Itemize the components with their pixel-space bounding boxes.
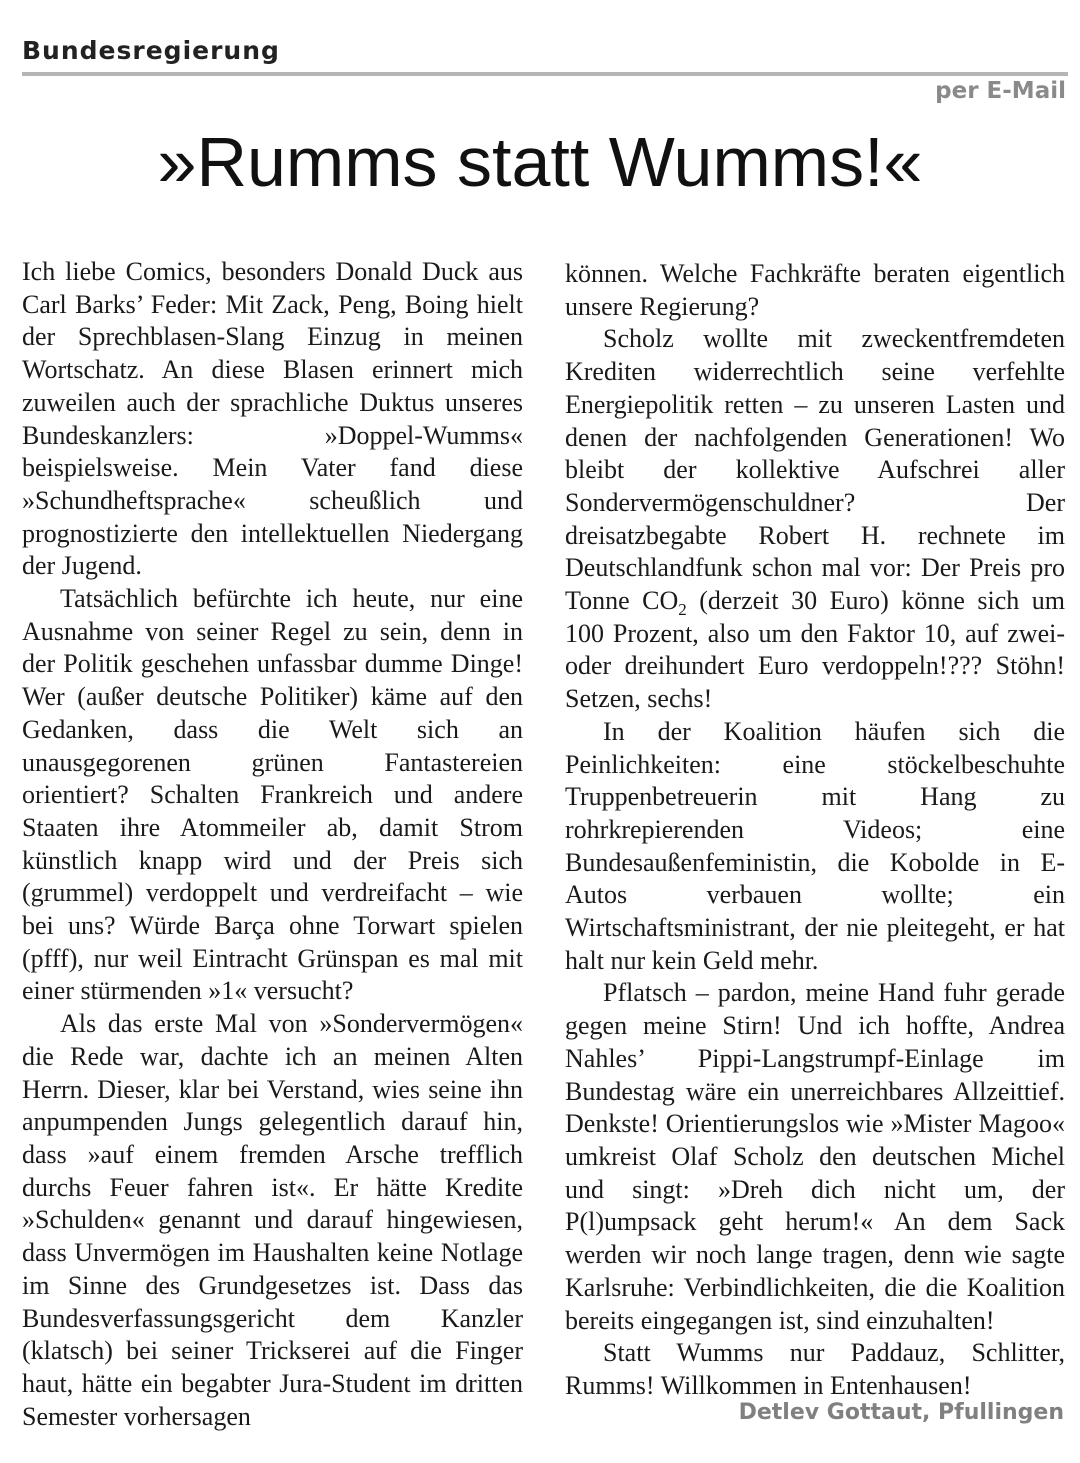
article-column-left: [22, 256, 523, 1433]
article-paragraph: In der Koalition häufen sich die Peinlichkeiten: eine stöckelbeschuhte Truppenbetreuerin mit Hang zu rohrkrepierenden Videos; eine Bundesaußenfeministin, die Kobolde in E-Autos verbauen wollte; ein Wirtschaftsministrant, der nie pleitegeht, er hat halt nur kein Geld mehr.: [565, 716, 1065, 975]
text-segment: (derzeit 30 Euro) könne sich um 100 Prozent, also um den Faktor 10, auf zwei- oder dreihundert Euro verdoppeln!??? Stöhn! Setzen, sechs!: [565, 586, 1065, 714]
article-column-right: [565, 258, 1065, 1403]
header-divider: [22, 72, 1068, 76]
article-paragraph: Als das erste Mal von »Sondervermögen« die Rede war, dachte ich an meinen Alten Herrn. Dieser, klar bei Verstand, wies seine ihn anpumpenden Jungs gelegentlich darauf hin, dass »auf einem fremden Arsche trefflich durchs Feuer fahren ist«. Er hätte Kredite »Schulden« genannt und darauf hingewiesen, dass Unvermögen im Haushalten keine Notlage im Sinne des Grundgesetzes ist. Dass das Bundesverfassungsgericht dem Kanzler (klatsch) bei seiner Trickserei auf die Finger haut, hätte ein begabter Jura-Student im dritten Semester vorhersagen: [22, 1009, 523, 1431]
article-paragraph: Statt Wumms nur Paddauz, Schlitter, Rumms! Willkommen in Entenhausen!: [565, 1338, 1065, 1400]
article-paragraph-continuation: können. Welche Fachkräfte beraten eigentlich unsere Regierung?: [565, 259, 1065, 321]
section-rubric: Bundesregierung: [22, 36, 280, 65]
article-paragraph: Tatsächlich befürchte ich heute, nur eine Ausnahme von seiner Regel zu sein, denn in der Politik geschehen unfassbar dumme Dinge! Wer (außer deutsche Politiker) käme auf den Gedanken, dass die Welt sich an unausgegorenen grünen Fantastereien orientiert? Schalten Frankreich und andere Staaten ihre Atommeiler ab, damit Strom künstlich knapp wird und der Preis sich (grummel) verdoppelt und verdreifacht – wie bei uns? Würde Barça ohne Torwart spielen (pfff), nur weil Eintracht Grünspan es mal mit einer stürmenden »1« versucht?: [22, 584, 523, 1006]
article-headline: »Rumms statt Wumms!«: [157, 123, 923, 201]
text-segment: Scholz wollte mit zweckentfremdeten Krediten widerrechtlich seine verfehlte Energiepolitik retten – zu unseren Lasten und denen der nachfolgenden Generationen! Wo bleibt der kollektive Aufschrei aller Sondervermögenschuldner? Der dreisatzbegabte Robert H. rechnete im Deutschlandfunk schon mal vor: Der Preis pro Tonne CO: [565, 324, 1065, 616]
article-paragraph: Ich liebe Comics, besonders Donald Duck aus Carl Barks’ Feder: Mit Zack, Peng, Boing hielt der Sprechblasen-Slang Einzug in meinen Wortschatz. An diese Blasen erinnert mich zuweilen auch der sprachliche Duktus unseres Bundeskanzlers: »Doppel-Wumms« beispielsweise. Mein Vater fand diese »Schundheftsprache« scheußlich und prognostizierte den intellektuellen Niedergang der Jugend.: [22, 257, 523, 581]
subscript: 2: [678, 600, 687, 620]
author-signature: Detlev Gottaut, Pfullingen: [738, 1400, 1064, 1425]
article-paragraph: Pflatsch – pardon, meine Hand fuhr gerade gegen meine Stirn! Und ich hoffte, Andrea Nahles’ Pippi-Langstrumpf-Einlage im Bundestag wäre ein unerreichbares Allzeittief. Denkste! Orientierungslos wie »Mister Magoo« umkreist Olaf Scholz den deutschen Michel und singt: »Dreh dich nicht um, der P(l)umpsack geht herum!« An dem Sack werden wir noch lange tragen, denn wie sagte Karlsruhe: Verbindlichkeiten, die die Koalition bereits eingegangen ist, sind einzuhalten!: [565, 978, 1065, 1335]
article-paragraph-scholz: [565, 323, 1065, 715]
source-label: per E-Mail: [935, 78, 1066, 104]
